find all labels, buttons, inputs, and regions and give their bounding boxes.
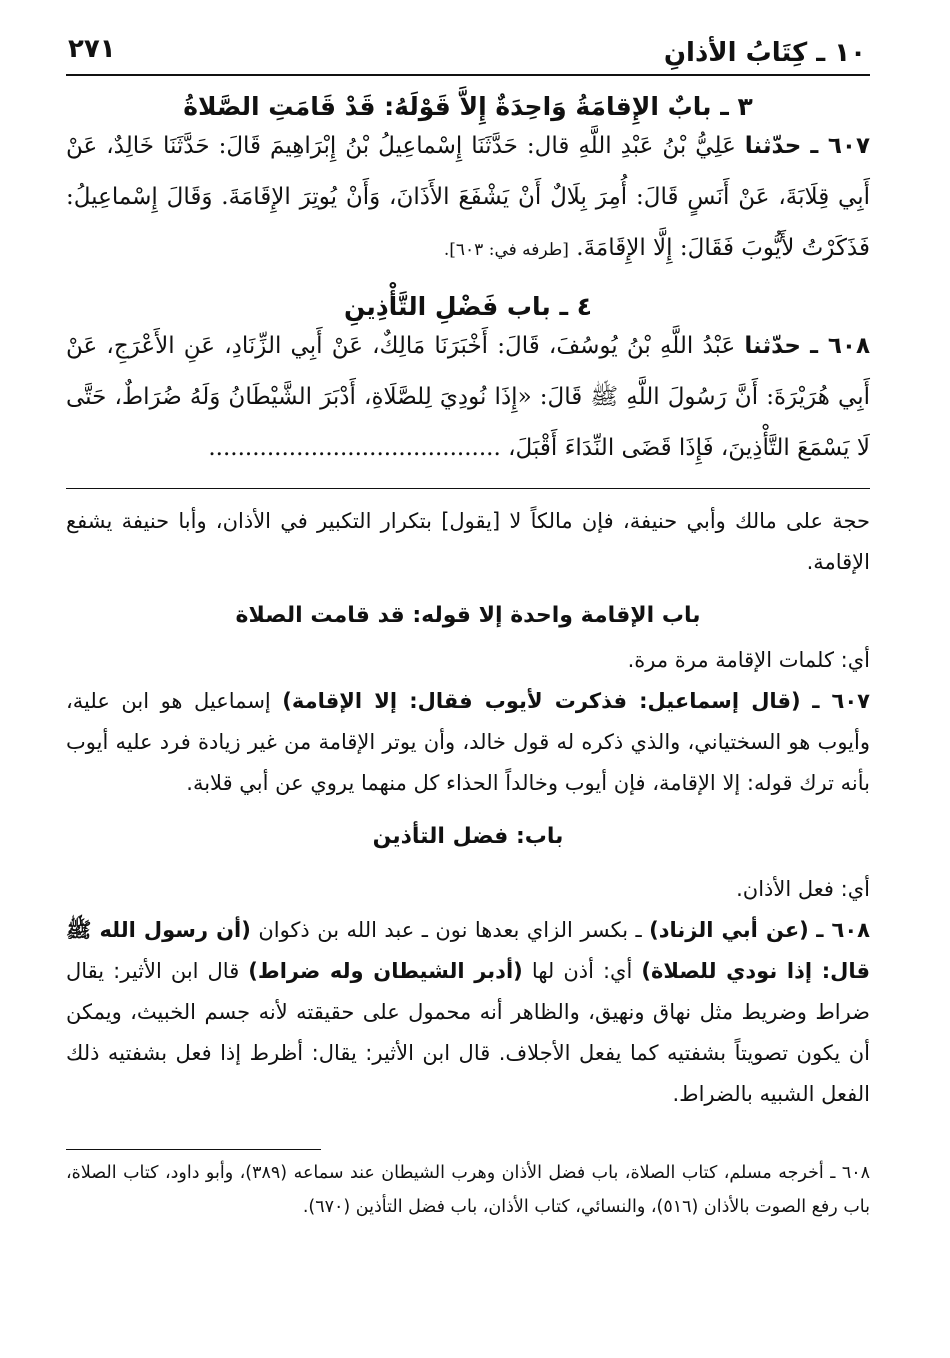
sharh-608-text-2: أي: أذن لها	[531, 959, 633, 983]
hadith-608-trail: ........................................	[208, 435, 501, 461]
hadith-608-text: عَبْدُ اللَّهِ بْنُ يُوسُفَ، قَالَ: أَخْبَرَنَا مَالِكٌ، عَنْ أَبِي الزِّنَادِ، عَنِ الأَعْرَجِ، عَنْ أَبِي هُرَيْرَةَ: أَنَّ رَسُولَ اللَّهِ ﷺ قَالَ: «إِذَا نُودِيَ لِلصَّلَاةِ، أَدْبَرَ الشَّيْطَانُ وَلَهُ ضُرَاطٌ، حَتَّى لَا يَسْمَعَ التَّأْذِينَ، فَإِذَا قَضَى النِّدَاءَ أَقْبَلَ،	[66, 333, 870, 461]
sharh-heading-iqama: باب الإقامة واحدة إلا قوله: قد قامت الصلاة	[235, 603, 701, 628]
hadith-608	[66, 321, 870, 474]
hadith-607-text: عَلِيُّ بْنُ عَبْدِ اللَّهِ قال: حَدَّثَنَا إِسْماعِيلُ بْنُ إِبْرَاهِيمَ قَالَ: حَدَّثَنَا خَالِدٌ، عَنْ أَبِي قِلَابَةَ، عَنْ أَنَسٍ قَالَ: أُمِرَ بِلَالٌ أَنْ يَشْفَعَ الأَذَانَ، وَأَنْ يُوتِرَ الإِقَامَةَ. وَقَالَ إِسْماعِيلُ: فَذَكَرْتُ لأَيُّوبَ فَقَالَ: إِلَّا الإِقَامَةَ.	[66, 133, 870, 261]
hadith-607	[66, 121, 870, 276]
sharh-paragraph-2: أي: كلمات الإقامة مرة مرة.	[627, 648, 870, 672]
sharh-607-text: إسماعيل هو ابن علية، وأيوب هو السختياني، والذي ذكره له قول خالد، وأن يوتر الإقامة من غير زيادة فرد عليه أيوب بأنه ترك قوله: إلا الإقامة، فإن أيوب وخالداً الحذاء كل منهما يروي عن أبي قلابة.	[66, 689, 870, 795]
sharh-608-text-3: قال ابن الأثير: يقال ضراط وضريط مثل نهاق ونهيق، والظاهر أنه محمول على حقيقته لأنه جسم الخبيث، ويمكن أن يكون تصويتاً بشفتيه كما يفعل الأجلاف. قال ابن الأثير: يقال: أظرط إذا فعل بشفتيه ذلك الفعل الشبيه بالضراط.	[66, 959, 870, 1106]
sharh-heading-tadhin: باب: فضل التأذين	[372, 824, 564, 849]
footnote-divider	[66, 1149, 321, 1150]
sharh-607-quote: (قال إسماعيل: فذكرت لأيوب فقال: إلا الإقامة)	[282, 689, 801, 713]
hadith-607-tarf: [طرفه في: ٦٠٣].	[443, 240, 569, 260]
footnote-divider-wrap	[66, 1149, 870, 1150]
chapter-title: ١٠ ـ كِتَابُ الأذانِ	[663, 38, 866, 68]
bab-3-title: ٣ ـ بابٌ الإِقامَةُ وَاحِدَةٌ إِلاَّ قَوْلَهُ: قَدْ قَامَتِ الصَّلاةُ	[183, 92, 753, 121]
footnote-608: ٦٠٨ ـ أخرجه مسلم، كتاب الصلاة، باب فضل الأذان وهرب الشيطان عند سماعه (٣٨٩)، وأبو داود، كتاب الصلاة، باب رفع الصوت بالأذان (٥١٦)، والنسائي، كتاب الأذان، باب فضل التأذين (٦٧٠).	[66, 1163, 871, 1217]
hadith-608-haddathana: حدّثنا	[744, 333, 801, 359]
sharh-608-quote-3: (أدبر الشيطان وله ضراط)	[248, 959, 523, 983]
book-page	[66, 30, 870, 1330]
sharh-608-text-1: ـ بكسر الزاي بعدها نون ـ عبد الله بن ذكوان	[258, 918, 642, 942]
sharh-paragraph-4: أي: فعل الأذان.	[736, 877, 870, 901]
hadith-608-number: ٦٠٨ ـ	[810, 333, 871, 359]
hadith-607-haddathana: حدّثنا	[744, 133, 802, 159]
page-number: ٢٧١	[68, 34, 116, 64]
sharh-paragraph-1: حجة على مالك وأبي حنيفة، فإن مالكاً لا [يقول] بتكرار التكبير في الأذان، وأبا حنيفة يشفع الإقامة.	[66, 509, 870, 574]
sharh-607-number: ٦٠٧ ـ	[812, 689, 870, 713]
bab-4-title: ٤ ـ باب فَضْلِ التَّأْذِينِ	[343, 292, 593, 321]
sharh-608-quote-1: (عن أبي الزناد)	[649, 918, 809, 942]
sharh-608-quote-2: (أن رسول الله ﷺ قال: إذا نودي للصلاة)	[66, 918, 870, 983]
sharh-paragraph-607	[66, 681, 870, 804]
sharh-608-number: ٦٠٨ ـ	[816, 918, 870, 942]
running-header	[66, 30, 870, 76]
sharh-paragraph-608	[66, 910, 870, 1115]
matn-sharh-divider	[66, 488, 870, 489]
hadith-607-number: ٦٠٧ ـ	[810, 133, 871, 159]
